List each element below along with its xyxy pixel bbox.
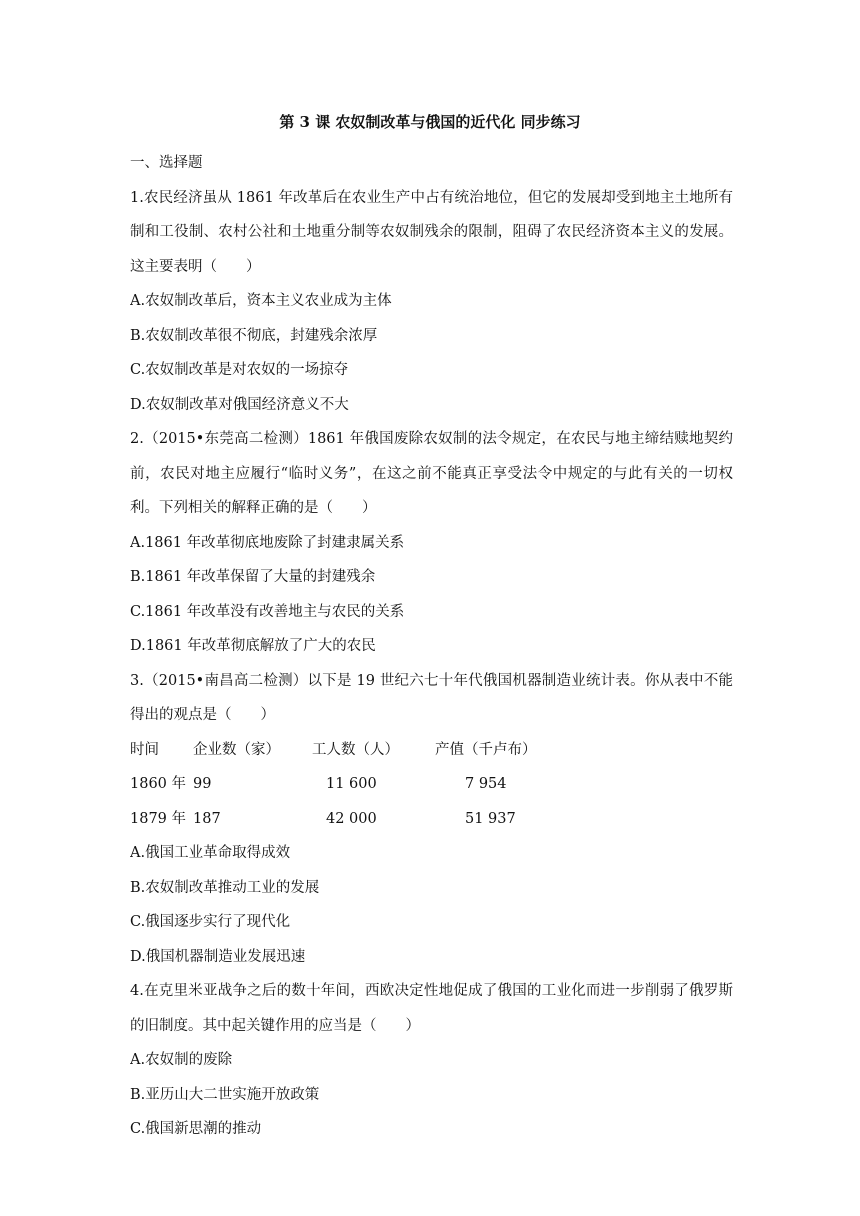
table-cell: 1860 年 [130,776,187,792]
question-4-option-a: A.农奴制的废除 [130,1052,233,1068]
table-header-cell: 时间 [130,741,159,758]
question-2-option-b: B.1861 年改革保留了大量的封建残余 [130,569,376,585]
question-1-option-c: C.农奴制改革是对农奴的一场掠夺 [130,362,349,378]
section-heading: 一、选择题 [130,155,203,171]
table-cell: 187 [193,810,221,827]
table-header-cell: 工人数（人） [312,741,399,758]
page-title: 第 3 课 农奴制改革与俄国的近代化 同步练习 [279,113,581,131]
table-header-cell: 企业数（家） [193,741,280,758]
question-2-option-d: D.1861 年改革彻底解放了广大的农民 [130,638,376,654]
question-1-option-a: A.农奴制改革后，资本主义农业成为主体 [130,293,392,309]
question-1-option-d: D.农奴制改革对俄国经济意义不大 [130,396,349,413]
question-1-option-b: B.农奴制改革很不彻底，封建残余浓厚 [130,327,378,344]
table-cell: 7 954 [465,776,507,792]
table-cell: 42 000 [326,810,377,827]
question-2-option-a: A.1861 年改革彻底地废除了封建隶属关系 [130,534,405,551]
table-row [130,767,733,802]
table-row [130,802,733,837]
table-cell: 99 [193,776,212,792]
question-1-stem: 1.农民经济虽从 1861 年改革后在农业生产中占有统治地位，但它的发展却受到地主土地所有制和工役制、农村公社和土地重分制等农奴制残余的限制，阻碍了农民经济资本主义的发展。这主要表明（ ） [130,189,733,275]
table-cell: 11 600 [326,776,377,792]
table-cell: 1879 年 [130,810,187,827]
question-3-option-d: D.俄国机器制造业发展迅速 [130,948,306,965]
question-3-stem: 3.（2015•南昌高二检测）以下是 19 世纪六七十年代俄国机器制造业统计表。你从表中不能得出的观点是（ ） [130,672,733,723]
document-body [130,146,733,1147]
table-header-row [130,733,733,768]
question-3-option-b: B.农奴制改革推动工业的发展 [130,879,320,896]
question-3-option-c: C.俄国逐步实行了现代化 [130,914,291,930]
question-2-stem: 2.（2015•东莞高二检测）1861 年俄国废除农奴制的法令规定，在农民与地主缔结赎地契约前，农民对地主应履行“临时义务”，在这之前不能真正享受法令中规定的与此有关的一切权利。下列相关的解释正确的是（ ） [130,431,733,516]
question-4-option-b: B.亚历山大二世实施开放政策 [130,1086,320,1103]
table-cell: 51 937 [465,810,516,827]
question-2-option-c: C.1861 年改革没有改善地主与农民的关系 [130,603,405,620]
question-3-option-a: A.俄国工业革命取得成效 [130,845,291,861]
table-header-cell: 产值（千卢布） [435,741,537,758]
question-4-option-c: C.俄国新思潮的推动 [130,1121,262,1137]
question-4-stem: 4.在克里米亚战争之后的数十年间，西欧决定性地促成了俄国的工业化而进一步削弱了俄罗斯的旧制度。其中起关键作用的应当是（ ） [130,983,733,1034]
